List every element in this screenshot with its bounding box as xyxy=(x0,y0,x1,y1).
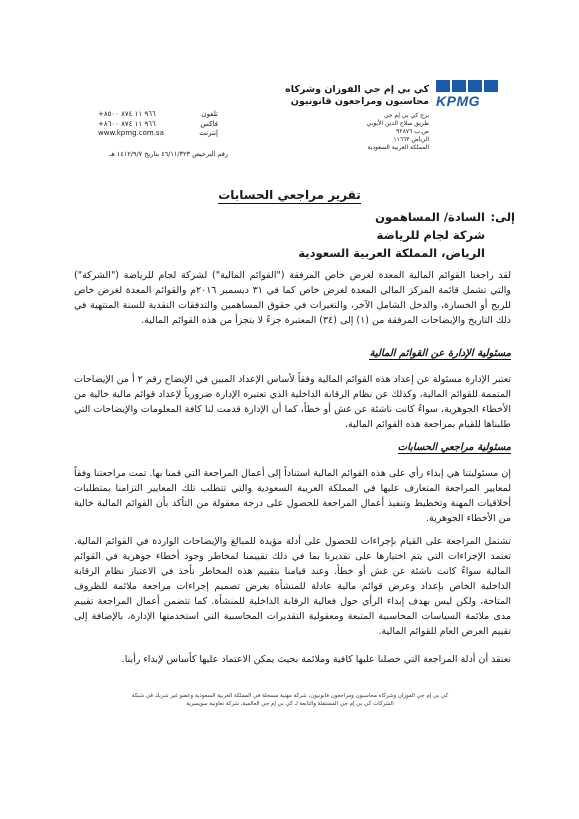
addressee-line: الرياض، المملكة العربية السعودية xyxy=(298,246,485,260)
paragraph-management: تعتبر الإدارة مسئولة عن إعداد هذه القوائم المالية وفقاً لأساس الإعداد المبين في الإيضاح رقم ٢ أ من الإيضاحات المتممة للقوائم المالية، وكذلك عن نظام الرقابة الداخلية الذي تعتبره الإدارة ضرورياً لإعداد قوائم مالية خالية من الأخطاء الجوهرية، سواءً كانت ناشئة عن غش أو خطأ، كما أن الإدارة قدمت لنا كافة المعلومات والإيضاحات التي طلبناها للقيام بمراجعة هذه القوائم المالية. xyxy=(74,374,511,430)
paragraph-scope: لقد راجعنا القوائم المالية المعدة لغرض خاص المرفقة ("القوائم المالية") لشركة لجام للرياضة ("الشركة") والتي تشمل قائمة المركز المالي المعدة لغرض خاص كما في ٣١ ديسمبر ٢٠١٦م والقوائم المعدة لغرض خاص للربح أو الخسارة، والدخل الشامل الآخر، والتغيرات في حقوق المساهمين والتدفقات النقدية للسنة المنتهية في ذلك التاريخ والإيضاحات المرفقة من (١) إلى (٣٤) المعتبرة جزءً لا يتجزأ من هذه القوائم المالية. xyxy=(74,270,511,326)
report-title-text: تقرير مراجعي الحسابات xyxy=(218,188,361,202)
heading-management-responsibility xyxy=(369,348,511,359)
fax-row xyxy=(98,120,218,130)
addressee-line: شركة لجام للرياضة xyxy=(376,228,485,242)
phone-row xyxy=(98,110,218,120)
addressee-line: السادة/ المساهمون xyxy=(375,210,485,224)
contact-block xyxy=(98,110,218,139)
address-line: برج كي بي إم جي xyxy=(383,112,429,119)
firm-name: كي بي إم جي الفوزان وشركاه xyxy=(285,84,429,95)
address-line: ص.ب ٩٢٨٧٦ xyxy=(396,128,429,135)
fax-number: +٩٦٦ ١١ ٨٧٤ ٨٦٠٠ xyxy=(98,119,156,128)
addressee-label: إلى: xyxy=(490,210,515,224)
page-footer: كي بي إم جي الفوزان وشركاه محاسبون ومراجعون قانونيون، شركة مهنية مسجلة في المملكة العربية السعودية وعضو غير شريك في شبكة الشركات كي بي إم جي المستقلة والتابعة لـ كي بي إم جي العالمية، شركة تعاونية سويسرية xyxy=(131,693,449,707)
kpmg-logo xyxy=(436,80,498,110)
paragraph-evidence: نعتقد أن أدلة المراجعة التي حصلنا عليها كافية وملائمة بحيث يمكن الاعتماد عليها كأساس لإبداء رأينا. xyxy=(121,654,511,665)
heading-auditor-responsibility xyxy=(398,442,511,453)
license-reference: رقم الترخيص ٤٦/١١/٣٢٣ بتاريخ ١٤١٢/٩/٧ هـ xyxy=(109,150,228,158)
paragraph-procedures: تشتمل المراجعة على القيام بإجراءات للحصول على أدلة مؤيدة للمبالغ والإيضاحات الواردة في القوائم المالية. تعتمد الإجراءات التي يتم اختيارها على تقديرنا بما في ذلك تقييمنا لمخاطر وجود أخطاء جوهرية في القوائم المالية سواءً كانت ناشئة عن غش أو خطأ. وعند قيامنا بتقييم هذه المخاطر نأخذ في الاعتبار نظام الرقابة الداخلية الخاص بإعداد وعرض قوائم مالية عادلة للمنشأة بغرض تصميم إجراءات مراجعة ملائمة للظروف المتاحة، ولكن ليس بهدف إبداء الرأي حول فعالية الرقابة الداخلية للمنشأة. كما تتضمن أعمال المراجعة تقييم مدى ملائمة السياسات المحاسبية المتبعة ومعقولية التقديرات المحاسبية التي استخدمتها الإدارة، بالإضافة إلى تقييم العرض العام للقوائم المالية. xyxy=(74,536,511,637)
firm-address xyxy=(269,112,429,152)
fax-label: فاكس xyxy=(200,119,218,128)
address-line: الرياض ١١٦٦٣ xyxy=(393,136,429,143)
phone-number: +٩٦٦ ١١ ٨٧٤ ٨٥٠٠ xyxy=(98,110,156,118)
addressee-block xyxy=(298,208,515,262)
phone-label: تلفون xyxy=(201,110,218,118)
logo-text: KPMG xyxy=(436,93,480,109)
website: www.kpmg.com.sa xyxy=(98,129,164,137)
web-label: إنترنت xyxy=(199,129,218,137)
address-line: المملكة العربية السعودية xyxy=(367,144,429,151)
logo-bars-icon xyxy=(436,80,498,92)
paragraph-auditor: إن مسئوليتنا هي إبداء رأي على هذه القوائم المالية استناداً إلى أعمال المراجعة التي قمنا بها. تمت مراجعتنا وفقاً لمعايير المراجعة المتعارف عليها في المملكة العربية السعودية والتي تتطلب تلك المعايير التزامنا بمتطلبات أخلاقيات المهنة وتخطيط وتنفيذ أعمال المراجعة للحصول على درجة معقولة من التأكد بأن القوائم المالية خالية من الأخطاء الجوهرية. xyxy=(74,468,511,524)
heading-text: مسئولية مراجعي الحسابات xyxy=(397,442,511,453)
firm-descriptor: محاسبون ومراجعون قانونيون xyxy=(290,96,429,107)
heading-text: مسئولية الإدارة عن القوائم المالية xyxy=(369,348,511,359)
address-line: طريق صلاح الدين الأيوبي xyxy=(366,120,429,127)
firm-header xyxy=(269,84,429,152)
web-row xyxy=(98,129,218,139)
report-title xyxy=(0,188,579,202)
